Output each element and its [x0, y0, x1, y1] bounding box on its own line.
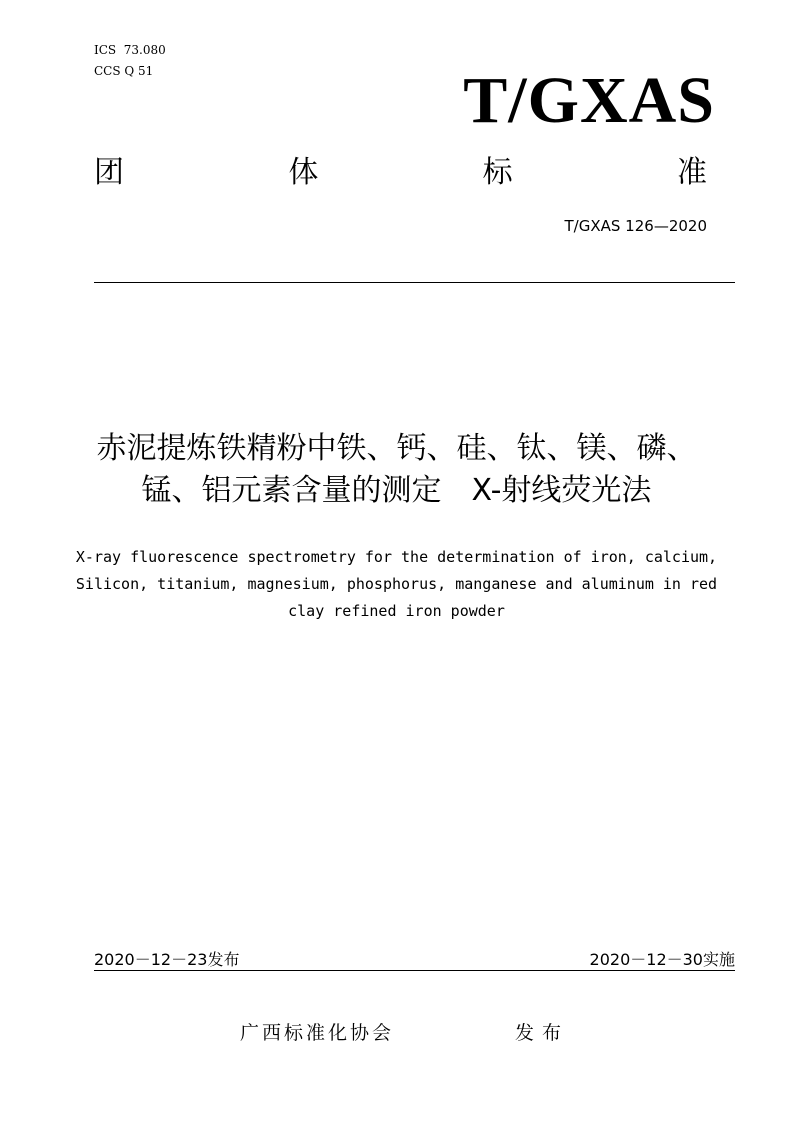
bottom-divider — [94, 970, 735, 971]
issue-label: 发布 — [515, 1022, 570, 1044]
group-standard-heading — [94, 155, 707, 191]
implementation-date: 2020－12－30实施 — [589, 950, 735, 969]
top-divider — [94, 282, 735, 283]
chinese-title — [40, 428, 753, 512]
issue-date: 2020－12－23发布 — [94, 950, 240, 969]
english-title-line: Silicon, titanium, magnesium, phosphorus, manganese and aluminum in red — [75, 575, 718, 593]
group-standard-char: 标 — [482, 155, 513, 190]
chinese-title-line: 赤泥提炼铁精粉中铁、钙、硅、钛、镁、磷、 — [96, 431, 697, 466]
standard-code-logo: T/GXAS — [463, 64, 715, 137]
group-standard-char: 体 — [288, 155, 319, 190]
chinese-title-line: 锰、铝元素含量的测定 X-射线荧光法 — [141, 473, 652, 508]
english-title-line: clay refined iron powder — [288, 602, 505, 620]
english-title-line: X-ray fluorescence spectrometry for the determination of iron, calcium, — [75, 548, 718, 566]
classification-codes — [94, 40, 166, 82]
ics-code: ICS 73.080 — [94, 43, 166, 57]
english-title — [40, 544, 753, 625]
group-standard-char: 团 — [94, 155, 124, 190]
standard-number: T/GXAS 126—2020 — [564, 217, 707, 235]
group-standard-char: 准 — [676, 155, 707, 190]
ccs-code: CCS Q 51 — [94, 64, 154, 78]
publisher-name: 广西标准化协会 — [240, 1022, 395, 1044]
